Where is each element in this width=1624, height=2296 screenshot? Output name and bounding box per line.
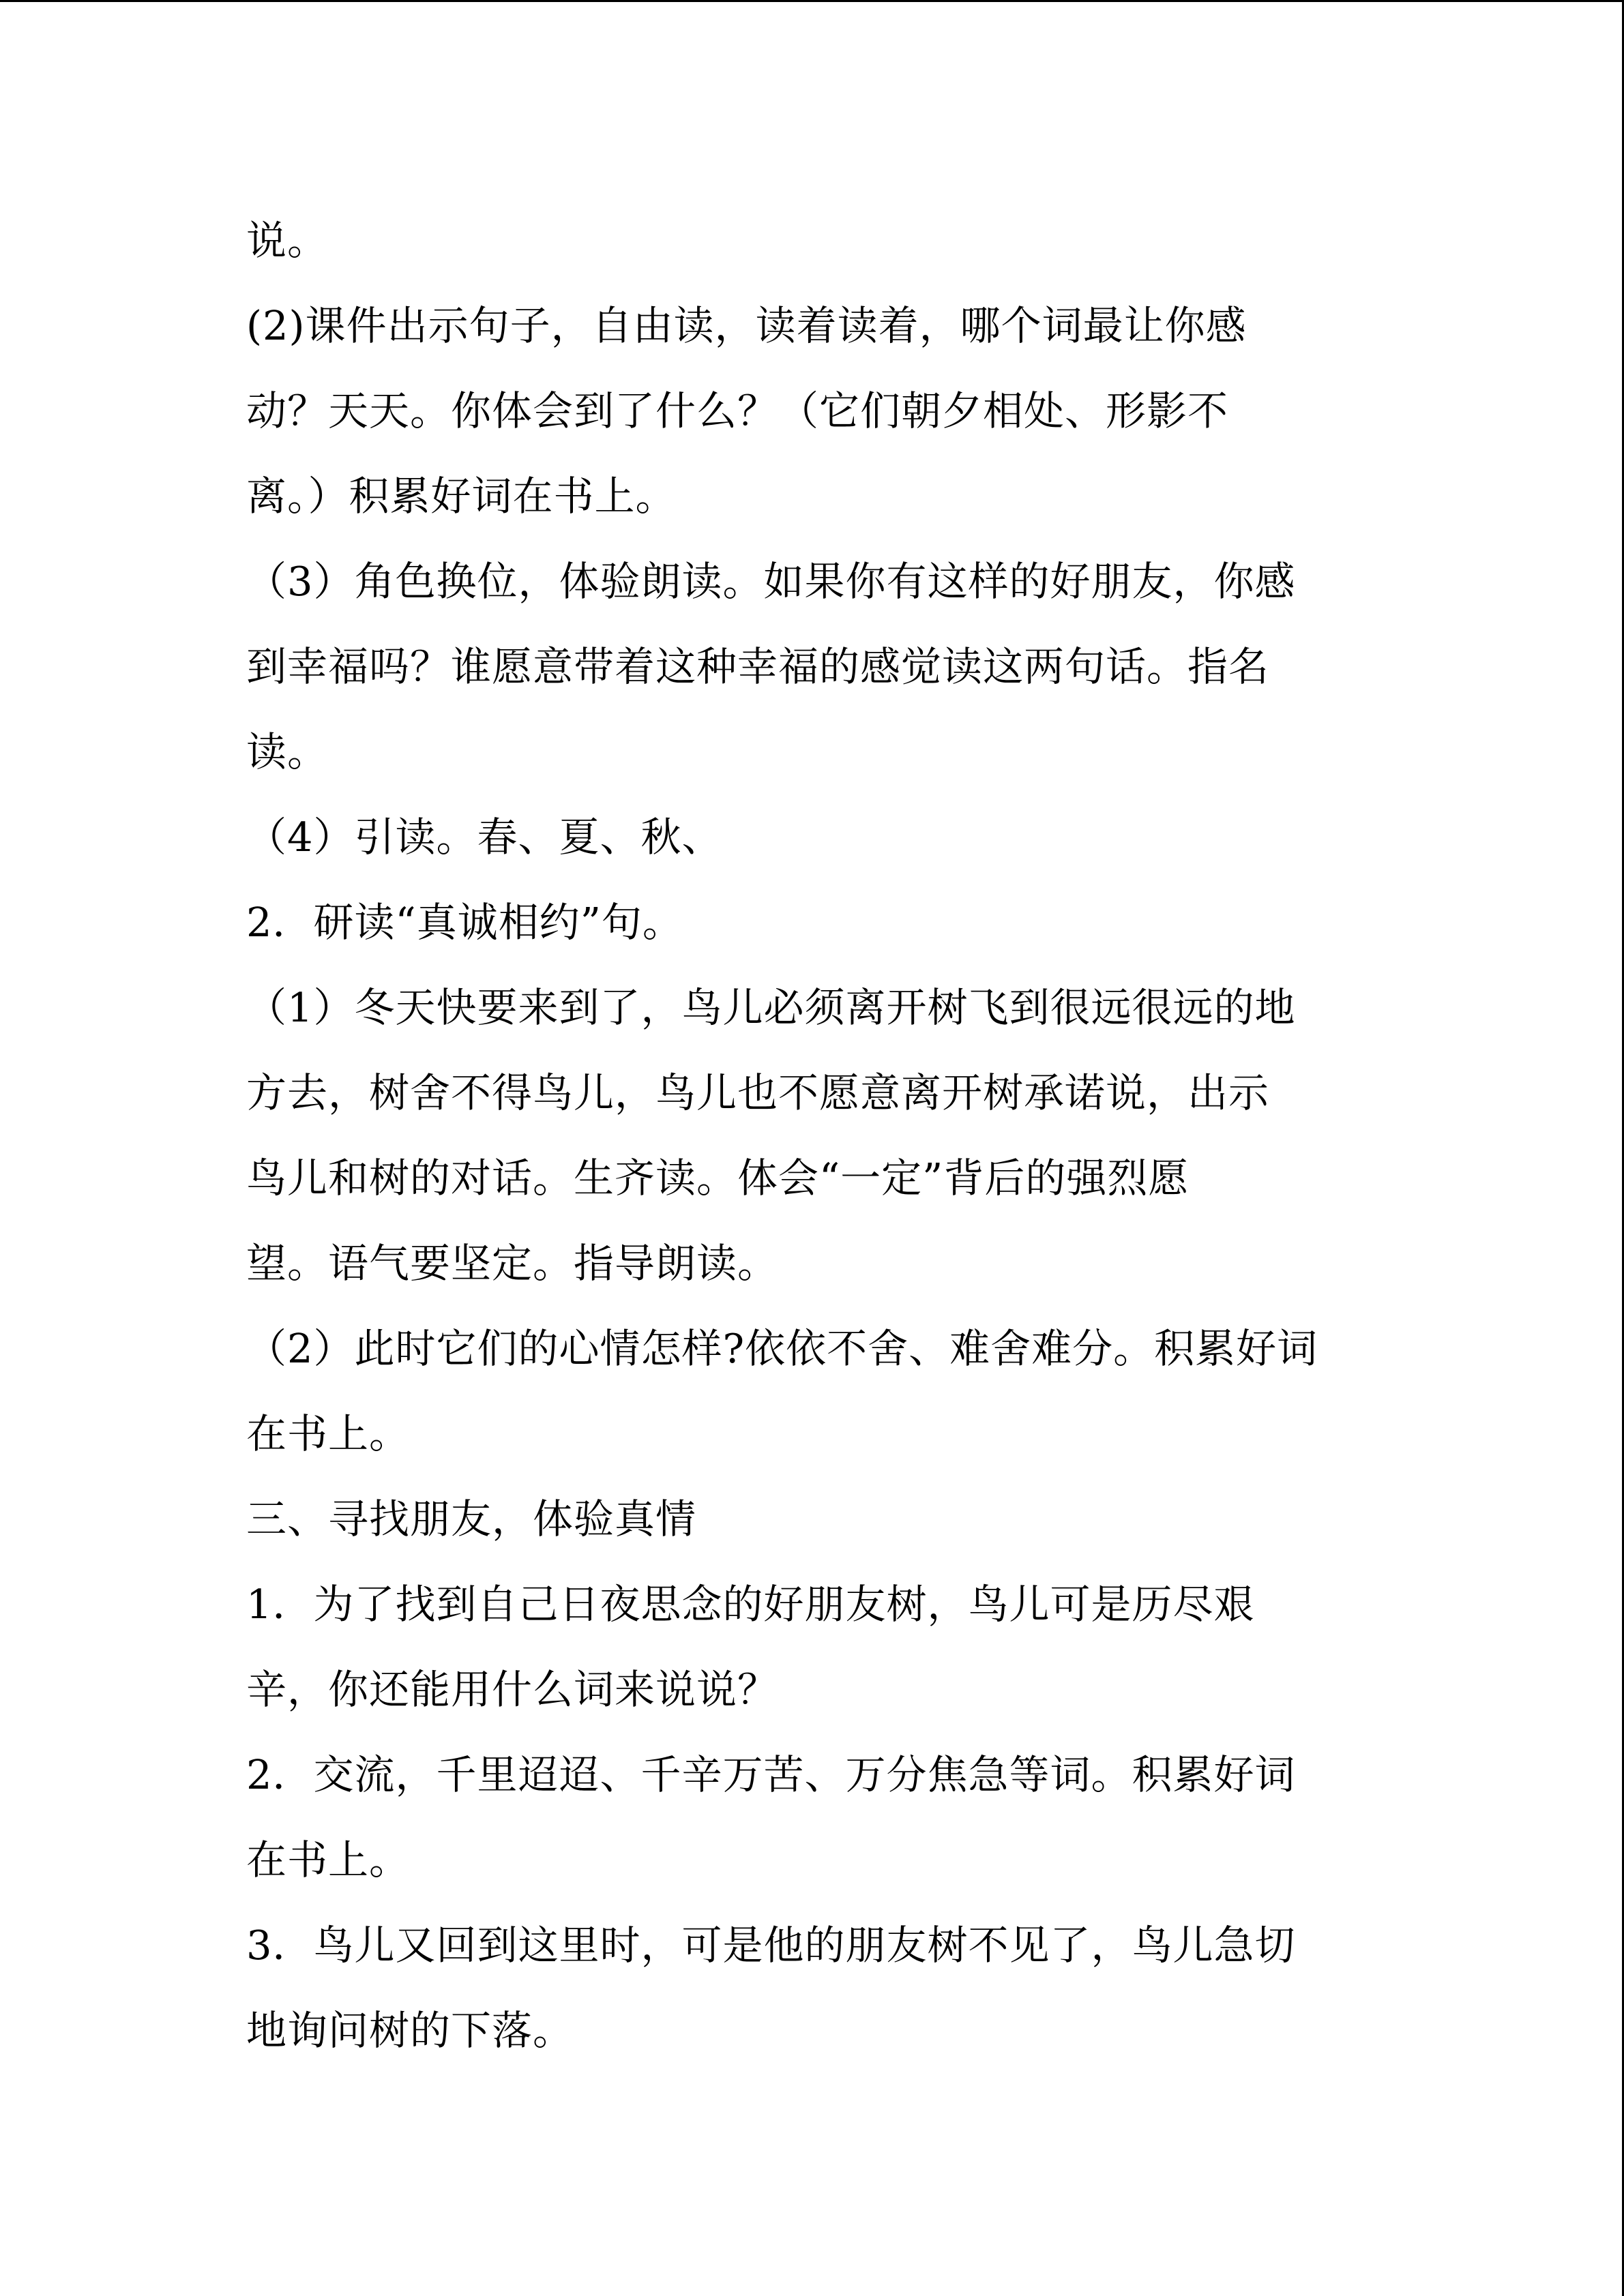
text-line: 1．为了找到自己日夜思念的好朋友树，鸟儿可是历尽艰 — [246, 1581, 1255, 1628]
text-line: （4）引读。春、夏、秋、 — [246, 814, 723, 861]
text-line: 望。语气要坚定。指导朗读。 — [246, 1240, 779, 1287]
text-line: 辛，你还能用什么词来说说？ — [246, 1666, 779, 1713]
text-line: 在书上。 — [246, 1410, 411, 1457]
text-line: 读。 — [246, 728, 329, 775]
text-line: （3）角色换位，体验朗读。如果你有这样的好朋友，你感 — [246, 558, 1296, 605]
text-line: （1）冬天快要来到了，鸟儿必须离开树飞到很远很远的地 — [246, 984, 1296, 1031]
text-line: 到幸福吗？谁愿意带着这种幸福的感觉读这两句话。指名 — [246, 643, 1270, 690]
text-line: (2)课件出示句子，自由读，读着读着，哪个词最让你感 — [246, 302, 1247, 349]
text-line: 地询问树的下落。 — [246, 2007, 574, 2054]
text-line: 离。）积累好词在书上。 — [246, 473, 677, 520]
text-line: 在书上。 — [246, 1836, 411, 1883]
text-line: 说。 — [246, 217, 329, 264]
text-line: 三、寻找朋友，体验真情 — [246, 1495, 697, 1542]
document-body — [246, 198, 1406, 2073]
text-line: 3．鸟儿又回到这里时，可是他的朋友树不见了，鸟儿急切 — [246, 1922, 1296, 1969]
text-line: 动？天天。你体会到了什么？（它们朝夕相处、形影不 — [246, 387, 1229, 434]
text-line: 2．交流，千里迢迢、千辛万苦、万分焦急等词。积累好词 — [246, 1751, 1296, 1798]
text-line: 方去，树舍不得鸟儿，鸟儿也不愿意离开树承诺说，出示 — [246, 1069, 1270, 1116]
text-line: （2）此时它们的心情怎样?依依不舍、难舍难分。积累好词 — [246, 1325, 1318, 1372]
text-line: 2．研读“真诚相约”句。 — [246, 899, 683, 946]
text-line: 鸟儿和树的对话。生齐读。体会“一定”背后的强烈愿 — [246, 1154, 1190, 1202]
